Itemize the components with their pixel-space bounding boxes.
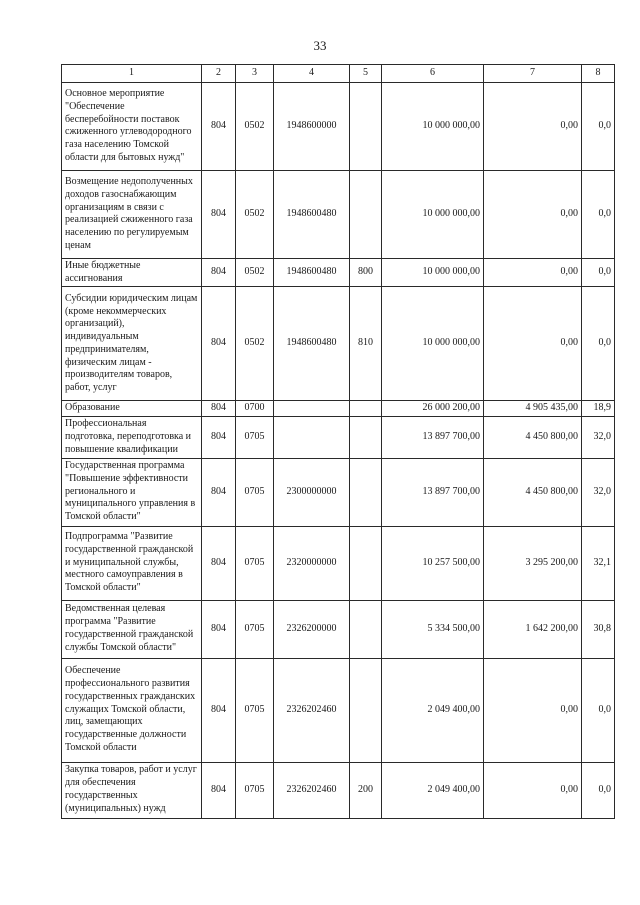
cell-ved: 804	[202, 82, 236, 170]
cell-name: Образование	[62, 401, 202, 417]
table-row	[62, 762, 615, 818]
cell-name: Иные бюджетные ассигнования	[62, 258, 202, 287]
cell-name: Субсидии юридическим лицам (кроме некоммерческих организаций), индивидуальным предпринимателям, физическим лицам - производителям товаров, работ, услуг	[62, 287, 202, 401]
cell-expense-type	[350, 170, 382, 258]
cell-expense-type	[350, 417, 382, 458]
cell-target-article: 2326202460	[274, 762, 350, 818]
cell-planned-amount: 10 257 500,00	[382, 526, 484, 600]
cell-percent: 0,0	[582, 258, 615, 287]
cell-ved: 804	[202, 658, 236, 762]
table-row	[62, 526, 615, 600]
cell-actual-amount: 0,00	[484, 82, 582, 170]
cell-percent: 0,0	[582, 658, 615, 762]
cell-target-article: 2326200000	[274, 600, 350, 658]
table-row	[62, 458, 615, 526]
page-number: 33	[313, 38, 327, 53]
cell-section: 0705	[236, 600, 274, 658]
cell-expense-type	[350, 458, 382, 526]
cell-section: 0502	[236, 258, 274, 287]
table-row	[62, 170, 615, 258]
cell-expense-type	[350, 658, 382, 762]
cell-planned-amount: 13 897 700,00	[382, 458, 484, 526]
header-cell: 7	[484, 65, 582, 83]
cell-actual-amount: 4 450 800,00	[484, 458, 582, 526]
table-row	[62, 287, 615, 401]
cell-section: 0502	[236, 287, 274, 401]
cell-actual-amount: 0,00	[484, 658, 582, 762]
cell-section: 0705	[236, 458, 274, 526]
cell-name: Обеспечение профессионального развития государственных гражданских служащих Томской области, лиц, замещающих государственные должности Томской области	[62, 658, 202, 762]
cell-expense-type	[350, 401, 382, 417]
cell-target-article: 2320000000	[274, 526, 350, 600]
cell-ved: 804	[202, 526, 236, 600]
cell-expense-type	[350, 526, 382, 600]
cell-percent: 32,0	[582, 458, 615, 526]
cell-name: Закупка товаров, работ и услуг для обеспечения государственных (муниципальных) нужд	[62, 762, 202, 818]
cell-actual-amount: 0,00	[484, 287, 582, 401]
cell-target-article: 1948600000	[274, 82, 350, 170]
cell-actual-amount: 0,00	[484, 170, 582, 258]
cell-section: 0502	[236, 82, 274, 170]
cell-ved: 804	[202, 258, 236, 287]
cell-percent: 32,0	[582, 417, 615, 458]
cell-ved: 804	[202, 170, 236, 258]
cell-planned-amount: 2 049 400,00	[382, 658, 484, 762]
table-row	[62, 82, 615, 170]
cell-ved: 804	[202, 401, 236, 417]
cell-percent: 30,8	[582, 600, 615, 658]
cell-ved: 804	[202, 600, 236, 658]
cell-percent: 0,0	[582, 287, 615, 401]
cell-planned-amount: 10 000 000,00	[382, 258, 484, 287]
cell-actual-amount: 3 295 200,00	[484, 526, 582, 600]
cell-expense-type: 200	[350, 762, 382, 818]
table-row	[62, 600, 615, 658]
header-cell: 8	[582, 65, 615, 83]
table-row	[62, 401, 615, 417]
cell-name: Государственная программа "Повышение эффективности регионального и муниципального управления в Томской области"	[62, 458, 202, 526]
cell-name: Подпрограмма "Развитие государственной гражданской и муниципальной службы, местного самоуправления в Томской области"	[62, 526, 202, 600]
table-row	[62, 658, 615, 762]
cell-percent: 32,1	[582, 526, 615, 600]
cell-section: 0700	[236, 401, 274, 417]
cell-planned-amount: 5 334 500,00	[382, 600, 484, 658]
cell-expense-type: 810	[350, 287, 382, 401]
header-cell: 1	[62, 65, 202, 83]
cell-name: Возмещение недополученных доходов газоснабжающим организациям в связи с реализацией сжиженного газа населению по регулируемым ценам	[62, 170, 202, 258]
cell-target-article: 1948600480	[274, 287, 350, 401]
table-header-row	[62, 65, 615, 83]
cell-section: 0705	[236, 658, 274, 762]
cell-expense-type	[350, 82, 382, 170]
header-cell: 5	[350, 65, 382, 83]
cell-target-article	[274, 401, 350, 417]
cell-percent: 18,9	[582, 401, 615, 417]
cell-ved: 804	[202, 417, 236, 458]
cell-planned-amount: 13 897 700,00	[382, 417, 484, 458]
table-row	[62, 417, 615, 458]
cell-planned-amount: 2 049 400,00	[382, 762, 484, 818]
cell-target-article: 1948600480	[274, 170, 350, 258]
cell-percent: 0,0	[582, 82, 615, 170]
cell-section: 0705	[236, 417, 274, 458]
header-cell: 3	[236, 65, 274, 83]
cell-percent: 0,0	[582, 170, 615, 258]
table-row	[62, 258, 615, 287]
cell-target-article: 2326202460	[274, 658, 350, 762]
cell-name: Ведомственная целевая программа "Развитие государственной гражданской службы Томской области"	[62, 600, 202, 658]
header-cell: 4	[274, 65, 350, 83]
cell-actual-amount: 0,00	[484, 258, 582, 287]
cell-actual-amount: 4 905 435,00	[484, 401, 582, 417]
cell-actual-amount: 1 642 200,00	[484, 600, 582, 658]
cell-actual-amount: 4 450 800,00	[484, 417, 582, 458]
cell-actual-amount: 0,00	[484, 762, 582, 818]
cell-planned-amount: 10 000 000,00	[382, 170, 484, 258]
cell-planned-amount: 26 000 200,00	[382, 401, 484, 417]
header-cell: 6	[382, 65, 484, 83]
cell-target-article: 1948600480	[274, 258, 350, 287]
cell-ved: 804	[202, 287, 236, 401]
cell-target-article: 2300000000	[274, 458, 350, 526]
cell-name: Профессиональная подготовка, переподготовка и повышение квалификации	[62, 417, 202, 458]
cell-section: 0705	[236, 526, 274, 600]
budget-table	[61, 64, 615, 819]
cell-name: Основное мероприятие "Обеспечение бесперебойности поставок сжиженного углеводородного газа населению Томской области для бытовых нужд"	[62, 82, 202, 170]
cell-planned-amount: 10 000 000,00	[382, 287, 484, 401]
cell-percent: 0,0	[582, 762, 615, 818]
cell-ved: 804	[202, 458, 236, 526]
cell-expense-type: 800	[350, 258, 382, 287]
cell-planned-amount: 10 000 000,00	[382, 82, 484, 170]
cell-target-article	[274, 417, 350, 458]
cell-ved: 804	[202, 762, 236, 818]
cell-section: 0705	[236, 762, 274, 818]
header-cell: 2	[202, 65, 236, 83]
cell-section: 0502	[236, 170, 274, 258]
cell-expense-type	[350, 600, 382, 658]
